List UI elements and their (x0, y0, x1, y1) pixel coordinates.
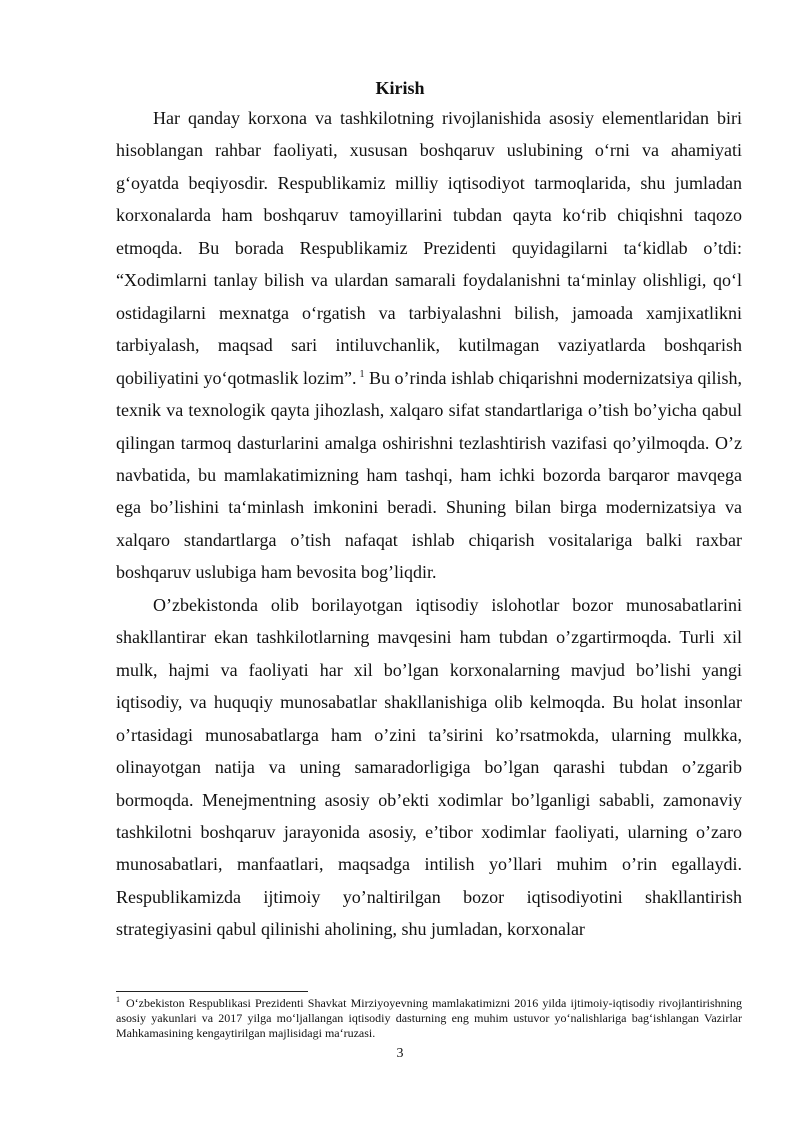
footnote-separator (116, 991, 308, 992)
paragraph-1-text-a: Har qanday korxona va tashkilotning rivojlanishida asosiy elementlaridan biri hisoblangan rahbar faoliyati, xususan boshqaruv uslubining o‘rni va ahamiyati g‘oyatda beqiyosdir. Respublikamiz milliy iqtisodiyot tarmoqlarida, shu jumladan korxonalarda ham boshqaruv tamoyillarini tubdan qayta ko‘rib chiqishni taqozo etmoqda. Bu borada Respublikamiz Prezidenti quyidagilarni ta‘kidlab o’tdi: “Xodimlarni tanlay bilish va ulardan samarali foydalanishni ta‘minlay olishligi, qo‘l ostidagilarni mexnatga o‘rgatish va tarbiyalashni bilish, jamoada xamjixatlikni tarbiyalash, maqsad sari intiluvchanlik, kutilmagan vaziyatlarda boshqarish qobiliyatini yo‘qotmaslik lozim”. (116, 108, 742, 388)
footnote-reference[interactable]: 1 (359, 368, 365, 380)
paragraph-1-text-b: Bu o’rinda ishlab chiqarishni modernizatsiya qilish, texnik va texnologik qayta jihozlash, xalqaro sifat standartlariga o’tish bo’yicha qabul qilingan tarmoq dasturlarini amalga oshirishni tezlashtirish vazifasi qo’yilmoqda. O’z navbatida, bu mamlakatimizning ham tashqi, ham ichki bozorda barqaror mavqega ega bo’lishini ta‘minlash imkonini beradi. Shuning bilan birga modernizatsiya va xalqaro standartlarga o’tish nafaqat ishlab chiqarish vositalariga balki raxbar boshqaruv uslubiga ham bevosita bog’liqdir. (116, 367, 742, 583)
paragraph-1 (116, 102, 742, 589)
footnote (116, 996, 742, 1041)
body-text (116, 102, 742, 946)
paragraph-2: O’zbekistonda olib borilayotgan iqtisodiy islohotlar bozor munosabatlarini shakllantirar ekan tashkilotlarning mavqesini ham tubdan o’zgartirmoqda. Turli xil mulk, hajmi va faoliyati har xil bo’lgan korxonalarning mavjud bo’lishi yangi iqtisodiy, va huquqiy munosabatlar shakllanishiga olib kelmoqda. Bu holat insonlar o’rtasidagi munosabatlarga ham o’zini ta’sirini ko’rsatmokda, ularning mulkka, olinayotgan natija va uning samaradorligiga bo’lgan qarashi tubdan o’zgarib bormoqda. Menejmentning asosiy ob’ekti xodimlar bo’lganligi sababli, zamonaviy tashkilotni boshqaruv jarayonida asosiy, e’tibor xodimlar faoliyati, ularning o’zaro munosabatlari, manfaatlari, maqsadga intilish yo’llari muhim o’rin egallaydi. Respublikamizda ijtimoiy yo’naltirilgan bozor iqtisodiyotini shakllantirish strategiyasini qabul qilinishi aholining, shu jumladan, korxonalar (116, 594, 742, 940)
footnote-mark: 1 (116, 995, 120, 1004)
section-heading: Kirish (375, 78, 425, 98)
page-number: 3 (396, 1046, 404, 1061)
footnote-text: O‘zbekiston Respublikasi Prezidenti Shavkat Mirziyoyevning mamlakatimizni 2016 yilda ijtimoiy-iqtisodiy rivojlantirishning asosiy yakunlari va 2017 yilga mo‘ljallangan iqtisodiy dasturning eng muhim ustuvor yo‘nalishlariga bag‘ishlangan Vazirlar Mahkamasining kengaytirilgan majlisidagi ma‘ruzasi. (116, 996, 742, 1040)
